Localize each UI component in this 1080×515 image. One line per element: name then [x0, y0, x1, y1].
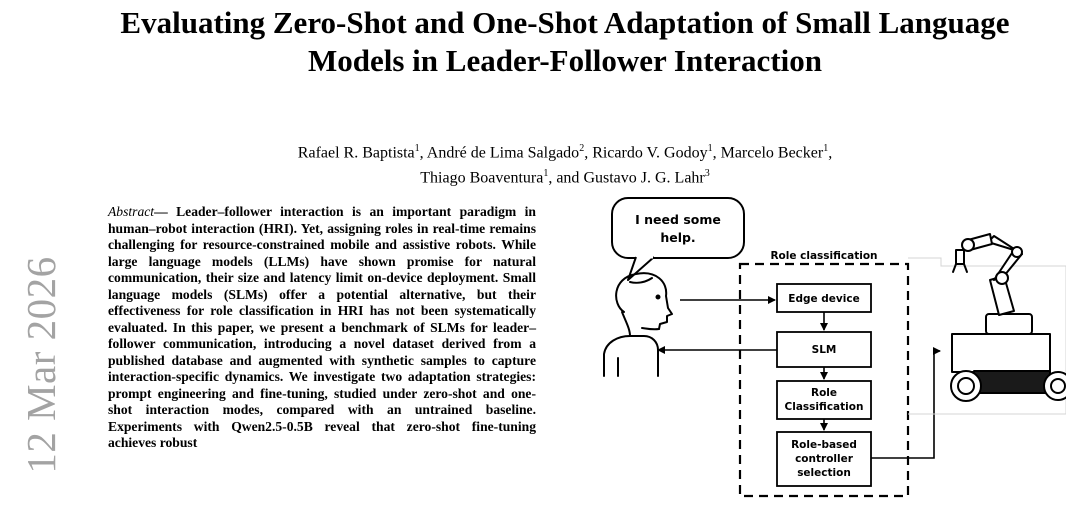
author-separator: , [712, 144, 721, 162]
figure-diagram [596, 196, 1066, 510]
author-separator: , [419, 144, 427, 162]
abstract-body: — Leader–follower interaction is an important paradigm in human–robot interaction (HRI). Yet, assigning roles in real-time remains challenging for resource-constrained mobile and assistive robots. While large language models (LLMs) have shown promise for natural communication, their size and latency limit on-device deployment. Small language models (SLMs) offer a potential alternative, but their effectiveness for role classification in HRI has not been systematically evaluated. In this paper, we present a benchmark of SLMs for leader–follower communication, introducing a novel dataset derived from a published database and augmented with synthetic samples to capture interaction-specific dynamics. We investigate two adaptation strategies: prompt engineering and fine-tuning, studied under zero-shot and one-shot interaction modes, compared with an untrained baseline. Experiments with Qwen2.5-0.5B reveal that zero-shot fine-tuning achieves robust [108, 204, 536, 450]
author-line-1 [90, 138, 1040, 163]
group-label: Role classification [770, 250, 878, 262]
author-name: Rafael R. Baptista [297, 144, 415, 162]
author-name: Ricardo V. Godoy [592, 144, 708, 162]
slm-label: SLM [811, 344, 837, 356]
arxiv-date: 12 Mar 2026 [18, 256, 64, 474]
author-list [90, 138, 1040, 189]
author-affiliation: 1 [543, 168, 549, 180]
author-line-2 [90, 163, 1040, 188]
role-box-line-1: Role [810, 387, 838, 399]
speech-line-1: I need some [635, 212, 721, 227]
author-name: Marcelo Becker [720, 144, 824, 162]
author-affiliation: 3 [704, 168, 710, 180]
system-overview-figure [596, 196, 1066, 510]
mobile-manipulator-robot-icon [951, 234, 1066, 401]
author-separator: , and [548, 169, 584, 187]
author-affiliation: 1 [414, 143, 420, 154]
author-affiliation: 1 [823, 143, 829, 154]
ctrl-box-line-3: selection [797, 467, 851, 479]
author-name: Thiago Boaventura [420, 169, 544, 187]
abstract [108, 204, 536, 452]
speech-line-2: help. [660, 230, 696, 245]
arrow-ctrl-to-robot [871, 351, 940, 458]
person-icon [604, 273, 672, 376]
author-affiliation: 2 [579, 143, 585, 154]
ctrl-box-line-1: Role-based [791, 439, 857, 451]
author-affiliation: 1 [707, 143, 713, 154]
arxiv-margin-stamp [6, 215, 76, 515]
role-box-line-2: Classification [784, 401, 864, 413]
abstract-heading: Abstract [108, 204, 155, 219]
ctrl-box-line-2: controller [795, 453, 853, 465]
author-separator: , [828, 144, 833, 162]
author-separator: , [584, 144, 593, 162]
author-name: André de Lima Salgado [426, 144, 580, 162]
author-name: Gustavo J. G. Lahr [583, 169, 705, 187]
edge-device-label: Edge device [788, 293, 860, 305]
paper-title: Evaluating Zero-Shot and One-Shot Adaptation of Small Language Models in Leader-Follower Interaction [120, 5, 1010, 78]
